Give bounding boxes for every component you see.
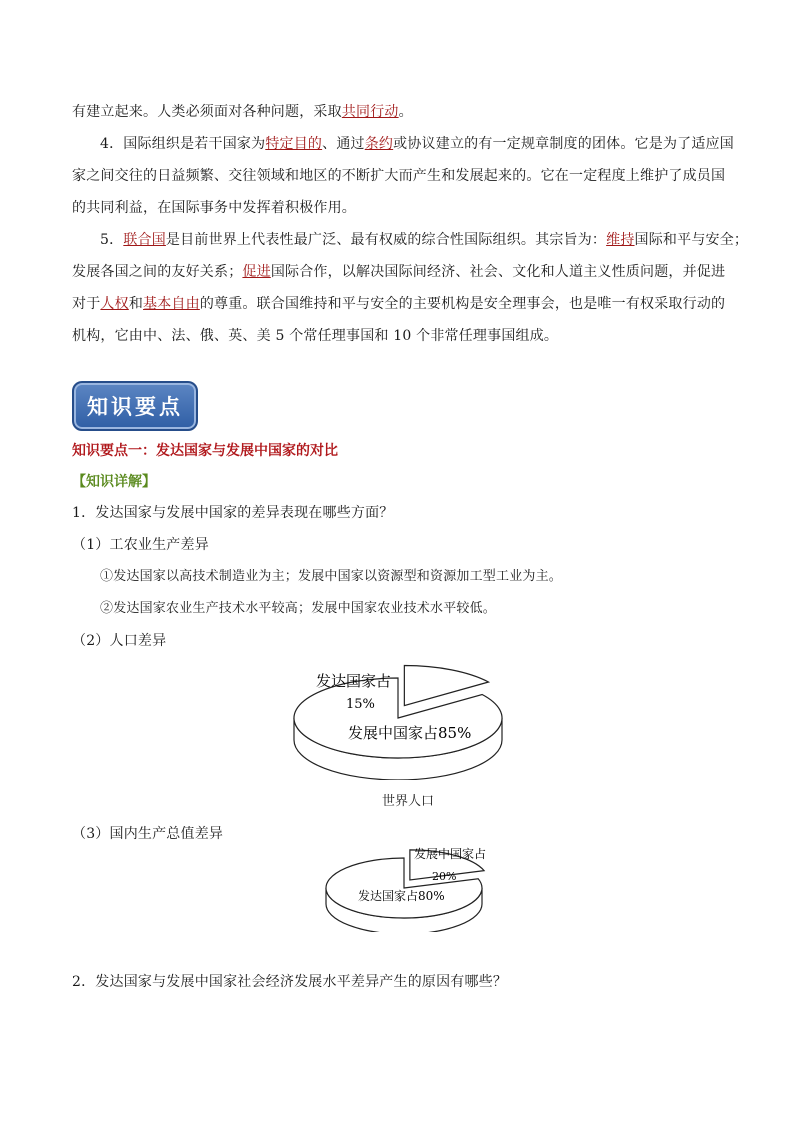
question-1: 1．发达国家与发展中国家的差异表现在哪些方面？ bbox=[72, 505, 394, 521]
paragraph-4-line-3: 的共同利益，在国际事务中发挥着积极作用。 bbox=[72, 200, 356, 216]
slice-label-developed: 发达国家占 bbox=[316, 672, 392, 690]
underlined-term: 促进 bbox=[242, 264, 271, 280]
slice-label-developed: 发达国家占80% bbox=[358, 889, 445, 903]
slice-label-developing: 发展中国家占85% bbox=[348, 724, 472, 742]
text: 国际合作，以解决国际间经济、社会、文化和人道主义性质问题，并促进 bbox=[270, 264, 726, 280]
paragraph-5-line-4: 机构，它由中、法、俄、英、美 5 个常任理事国和 10 个非常任理事国组成。 bbox=[72, 328, 559, 344]
paragraph-5-line-2 bbox=[72, 256, 724, 288]
detail-tag: 【知识详解】 bbox=[72, 474, 156, 490]
text: 5． bbox=[100, 232, 124, 248]
population-pie-chart bbox=[286, 660, 526, 780]
text: 是目前世界上代表性最广泛、最有权威的综合性国际组织。其宗旨为： bbox=[165, 232, 607, 248]
text: 发展各国之间的友好关系； bbox=[72, 264, 243, 280]
pie-slice-large bbox=[294, 678, 502, 758]
text: 有建立起来。人类必须面对各种问题，采取 bbox=[72, 104, 342, 120]
text: 4．国际组织是若干国家为 bbox=[100, 136, 266, 152]
slice-value-developing: 20% bbox=[432, 870, 457, 883]
subheading-3: （3）国内生产总值差异 bbox=[72, 826, 224, 842]
paragraph-5-line-3 bbox=[72, 288, 724, 320]
underlined-term: 共同行动 bbox=[341, 104, 399, 120]
list-item: ②发达国家农业生产技术水平较高；发展中国家农业技术水平较低。 bbox=[100, 601, 497, 616]
paragraph-5-line-1 bbox=[100, 224, 752, 256]
text: 。 bbox=[398, 104, 413, 120]
subheading-2: （2）人口差异 bbox=[72, 633, 167, 649]
question-2: 2．发达国家与发展中国家社会经济发展水平差异产生的原因有哪些？ bbox=[72, 974, 508, 990]
underlined-term: 联合国 bbox=[123, 232, 166, 248]
chart-caption: 世界人口 bbox=[381, 794, 434, 809]
gdp-pie-chart bbox=[322, 842, 502, 932]
text: 国际和平与安全； bbox=[634, 232, 749, 248]
text: 对于 bbox=[72, 296, 101, 312]
underlined-term: 维持 bbox=[606, 232, 635, 248]
slice-label-developing: 发展中国家占 bbox=[414, 847, 487, 861]
section-heading: 知识要点一：发达国家与发展中国家的对比 bbox=[72, 443, 338, 459]
section-banner: 知识要点 bbox=[72, 381, 198, 431]
underlined-term: 特定目的 bbox=[265, 136, 323, 152]
text: 、通过 bbox=[322, 136, 365, 152]
paragraph-4-line-1 bbox=[100, 128, 752, 160]
text: 的尊重。联合国维持和平与安全的主要机构是安全理事会，也是唯一有权采取行动的 bbox=[199, 296, 726, 312]
text: 和 bbox=[128, 296, 144, 312]
text: 或协议建立的有一定规章制度的团体。它是为了适应国 bbox=[393, 136, 734, 152]
underlined-term: 条约 bbox=[364, 136, 394, 152]
subheading-1: （1）工农业生产差异 bbox=[72, 537, 209, 553]
underlined-term: 人权 bbox=[100, 296, 129, 312]
paragraph-4-line-2: 家之间交往的日益频繁、交往领域和地区的不断扩大而产生和发展起来的。它在一定程度上维护了成员国 bbox=[72, 168, 726, 184]
paragraph-line bbox=[72, 96, 724, 128]
slice-value-developed: 15% bbox=[346, 697, 375, 712]
underlined-term: 基本自由 bbox=[143, 296, 200, 312]
list-item: ①发达国家以高技术制造业为主；发展中国家以资源型和资源加工型工业为主。 bbox=[100, 569, 563, 584]
